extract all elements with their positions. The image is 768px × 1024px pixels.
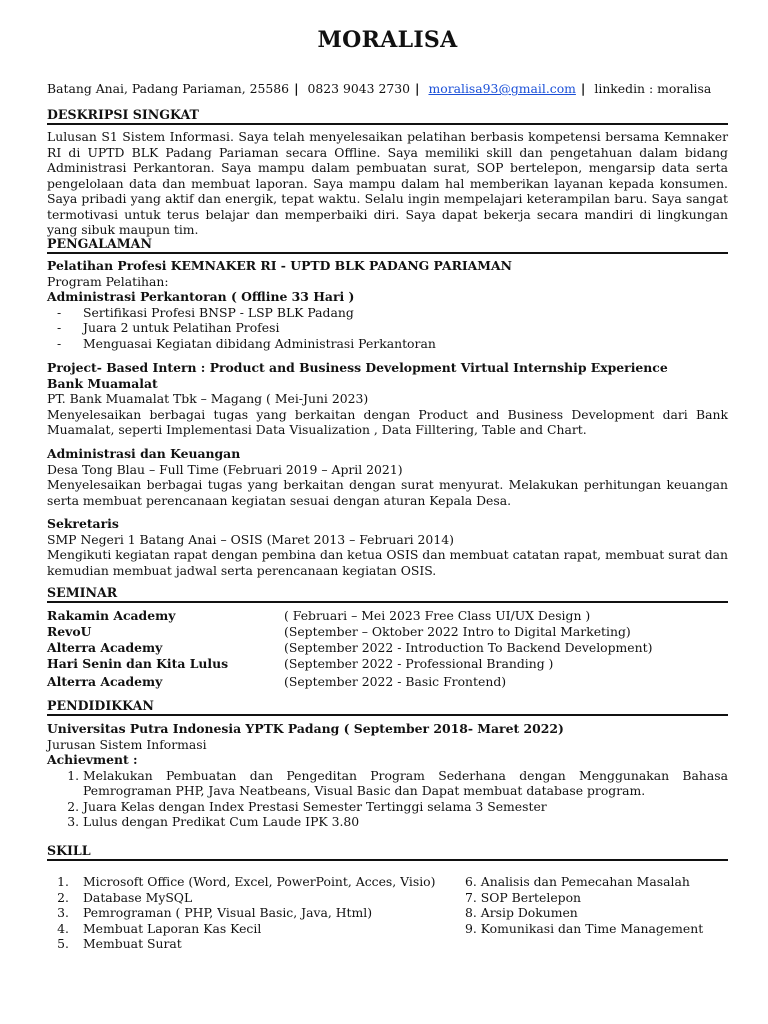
admin-org: Desa Tong Blau – Full Time (Februari 2019 – April 2021): [47, 461, 403, 477]
education-major: Jurusan Sistem Informasi: [47, 736, 207, 752]
seminar-org: Alterra Academy: [47, 674, 163, 689]
experience-intern: [47, 360, 728, 438]
list-item: - Juara 2 untuk Pelatihan Profesi: [57, 320, 728, 336]
experience-admin: [47, 446, 728, 508]
secretary-title: Sekretaris: [47, 516, 119, 531]
summary-text: Lulusan S1 Sistem Informasi. Saya telah menyelesaikan pelatihan berbasis kompetensi bersama Kemnaker RI di UPTD BLK Padang Pariaman secara Offline. Saya memiliki skill dan pengetahuan dalam bidang Administrasi Perkantoran. Saya mampu dalam pembuatan surat, SOP bertelepon, mengarsip data serta pengelolaan data dan membuat laporan. Saya mampu dalam hal memberikan layanan kepada konsumen. Saya pribadi yang aktif dan energik, tepat waktu. Selalu ingin mempelajari keterampilan baru. Saya sangat termotivasi untuk terus belajar dan memperbaiki diri. Saya dapat bekerja secara mandiri di lingkungan yang sibuk maupun tim.: [47, 129, 728, 237]
skill-item: 7. SOP Bertelepon: [465, 889, 582, 905]
seminar-row: [47, 624, 728, 640]
separator: |: [580, 81, 586, 96]
training-program: Administrasi Perkantoran ( Offline 33 Hari ): [47, 289, 355, 304]
linkedin: linkedin : moralisa: [594, 81, 712, 96]
seminar-org: Alterra Academy: [47, 640, 163, 655]
section-heading-seminar: SEMINAR: [47, 585, 728, 603]
skill-column-left: [47, 874, 435, 952]
admin-title: Administrasi dan Keuangan: [47, 446, 241, 461]
seminar-row: [47, 656, 728, 674]
skill-column-right: [465, 874, 703, 936]
list-item: 2. Juara Kelas dengan Index Prestasi Semester Tertinggi selama 3 Semester: [83, 799, 728, 815]
intern-org: PT. Bank Muamalat Tbk – Magang ( Mei-Juni 2023): [47, 391, 369, 406]
seminar-org: RevoU: [47, 624, 92, 639]
seminar-detail: (September 2022 - Basic Frontend): [284, 674, 507, 689]
email-link[interactable]: moralisa93@gmail.com: [428, 81, 576, 96]
separator: |: [294, 81, 299, 96]
training-list: [47, 305, 728, 352]
seminar-row: [47, 674, 728, 690]
skill-item: 9. Komunikasi dan Time Management: [465, 920, 704, 936]
seminar-detail: (September – Oktober 2022 Intro to Digital Marketing): [284, 624, 631, 639]
skill-item: 6. Analisis dan Pemecahan Masalah: [465, 874, 690, 889]
section-heading-skill: SKILL: [47, 843, 728, 861]
seminar-org: Hari Senin dan Kita Lulus: [47, 656, 229, 671]
phone: 0823 9043 2730: [307, 81, 411, 96]
training-title: Pelatihan Profesi KEMNAKER RI - UPTD BLK PADANG PARIAMAN: [47, 258, 512, 273]
list-item: 1. Melakukan Pembuatan dan Pengeditan Program Sederhana dengan Menggunakan Bahasa Pemrograman PHP, Java Neatbeans, Visual Basic dan Dapat membuat database program.: [83, 768, 728, 799]
experience-training: [47, 258, 728, 351]
education-school: Universitas Putra Indonesia YPTK Padang ( September 2018- Maret 2022): [47, 721, 564, 736]
admin-desc: Menyelesaikan berbagai tugas yang berkaitan dengan surat menyurat. Melakukan perhitungan keuangan serta membuat perencanaan kegiatan sesuai dengan aturan Kepala Desa.: [47, 477, 728, 508]
list-item: - Sertifikasi Profesi BNSP - LSP BLK Padang: [57, 305, 728, 321]
skill-item: 5. Membuat Surat: [57, 936, 182, 951]
list-item: - Menguasai Kegiatan dibidang Administrasi Perkantoran: [57, 336, 728, 352]
skill-list: [47, 874, 728, 954]
seminar-row: [47, 640, 728, 656]
address: Batang Anai, Padang Pariaman, 25586: [47, 81, 290, 96]
skill-item: 4. Membuat Laporan Kas Kecil: [57, 920, 262, 936]
secretary-desc: Mengikuti kegiatan rapat dengan pembina dan ketua OSIS dan membuat catatan rapat, membuat surat dan kemudian membuat jadwal serta perencanaan kegiatan OSIS.: [47, 547, 728, 578]
seminar-detail: ( Februari – Mei 2023 Free Class UI/UX Design ): [284, 608, 591, 623]
seminar-org: Rakamin Academy: [47, 608, 176, 623]
section-heading-experience: PENGALAMAN: [47, 236, 728, 254]
achievement-list: [47, 768, 728, 830]
intern-title: Project- Based Intern : Product and Business Development Virtual Internship Experience: [47, 360, 668, 375]
skill-item: 8. Arsip Dokumen: [465, 905, 578, 920]
separator: |: [415, 81, 420, 96]
section-heading-summary: DESKRIPSI SINGKAT: [47, 107, 728, 125]
education-block: [47, 721, 728, 830]
seminar-row: [47, 608, 728, 624]
seminar-detail: (September 2022 - Introduction To Backend Development): [284, 640, 653, 655]
skill-item: 2. Database MySQL: [57, 889, 193, 905]
list-item: 3. Lulus dengan Predikat Cum Laude IPK 3.80: [83, 814, 728, 830]
skill-item: 1. Microsoft Office (Word, Excel, PowerPoint, Acces, Visio): [57, 874, 436, 889]
intern-desc: Menyelesaikan berbagai tugas yang berkaitan dengan Product and Business Development dari Bank Muamalat, seperti Implementasi Data Visualization , Data Filltering, Table and Chart.: [47, 406, 728, 437]
section-heading-education: PENDIDIKKAN: [47, 698, 728, 716]
training-program-label: Program Pelatihan:: [47, 273, 169, 289]
contact-line: [47, 81, 728, 97]
experience-secretary: [47, 516, 728, 578]
seminar-list: [47, 608, 728, 690]
achievement-label: Achievment :: [47, 752, 138, 767]
seminar-detail: (September 2022 - Professional Branding ): [284, 656, 554, 671]
intern-company: Bank Muamalat: [47, 375, 158, 391]
candidate-name: MORALISA: [317, 27, 458, 53]
secretary-org: SMP Negeri 1 Batang Anai – OSIS (Maret 2013 – Februari 2014): [47, 531, 454, 547]
skill-item: 3. Pemrograman ( PHP, Visual Basic, Java, Html): [57, 905, 373, 920]
